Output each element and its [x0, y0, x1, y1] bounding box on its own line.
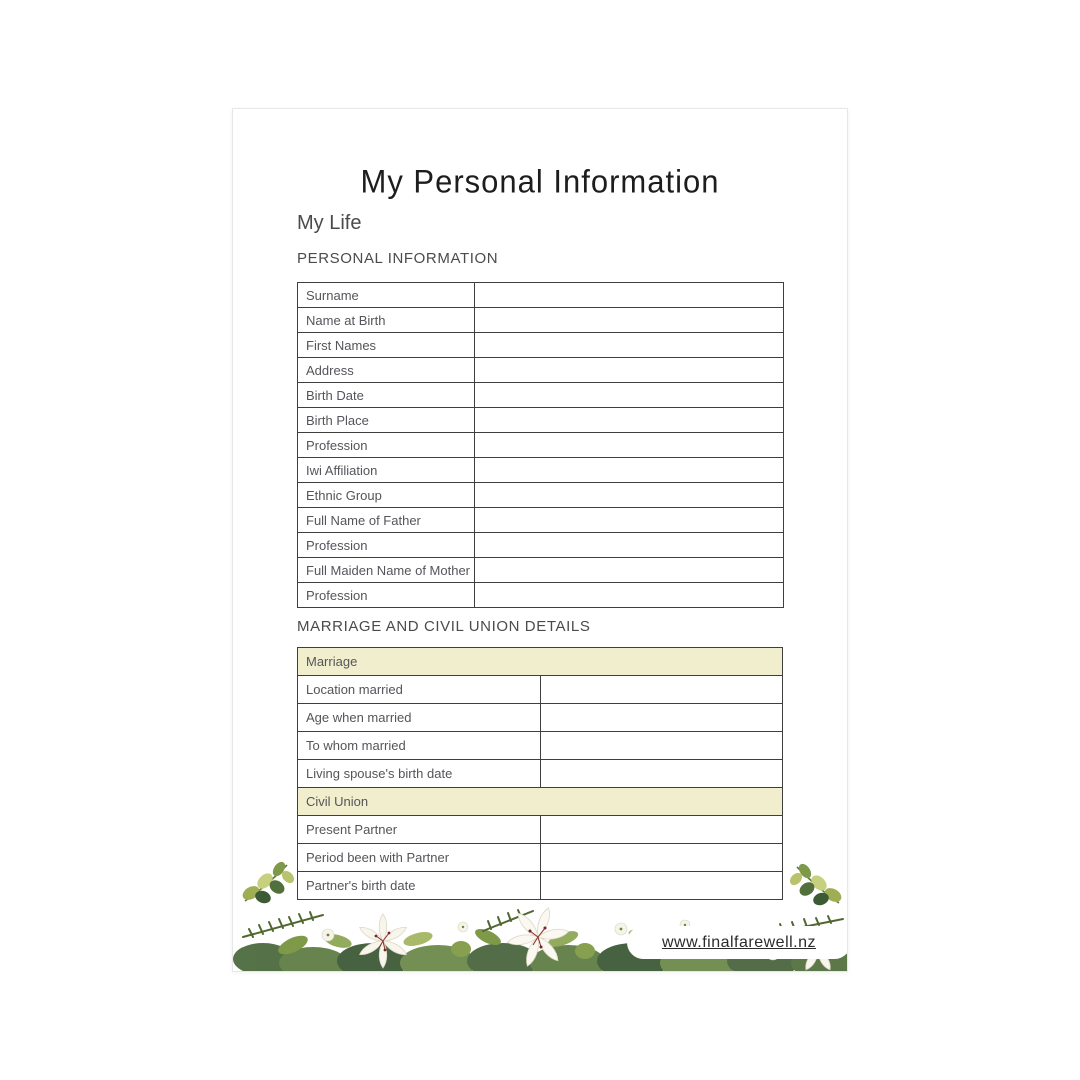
field-value-cell: [475, 458, 784, 483]
field-value-cell: [540, 760, 783, 788]
table-row: [298, 358, 784, 383]
field-label: Ethnic Group: [298, 483, 475, 508]
table-row: [298, 558, 784, 583]
field-value-cell: [540, 704, 783, 732]
field-label: Profession: [298, 433, 475, 458]
field-label: Full Name of Father: [298, 508, 475, 533]
field-value-cell: [475, 533, 784, 558]
field-value-cell: [540, 844, 783, 872]
field-label: Location married: [298, 676, 541, 704]
group-header-row: [298, 648, 783, 676]
field-label: Profession: [298, 533, 475, 558]
field-label: First Names: [298, 333, 475, 358]
field-value-cell: [475, 358, 784, 383]
table-row: [298, 583, 784, 608]
table-row: [298, 704, 783, 732]
section-subtitle: My Life: [297, 212, 362, 234]
field-value-cell: [540, 872, 783, 900]
table-row: [298, 676, 783, 704]
field-value-cell: [540, 676, 783, 704]
table-row: [298, 760, 783, 788]
table-row: [298, 308, 784, 333]
field-label: Birth Place: [298, 408, 475, 433]
field-label: Iwi Affiliation: [298, 458, 475, 483]
table-row: [298, 816, 783, 844]
personal-information-heading: PERSONAL INFORMATION: [297, 250, 499, 267]
field-label: Living spouse's birth date: [298, 760, 541, 788]
document-page: [232, 108, 848, 972]
field-value-cell: [475, 408, 784, 433]
field-label: Present Partner: [298, 816, 541, 844]
field-label: Full Maiden Name of Mother: [298, 558, 475, 583]
field-value-cell: [475, 583, 784, 608]
group-header-label: Civil Union: [298, 788, 783, 816]
table-row: [298, 508, 784, 533]
field-label: To whom married: [298, 732, 541, 760]
group-header-row: [298, 788, 783, 816]
table-row: [298, 872, 783, 900]
table-row: [298, 458, 784, 483]
field-value-cell: [475, 383, 784, 408]
field-label: Address: [298, 358, 475, 383]
marriage-civil-union-table: [297, 647, 783, 900]
table-row: [298, 732, 783, 760]
table-row: [298, 408, 784, 433]
field-value-cell: [475, 508, 784, 533]
group-header-label: Marriage: [298, 648, 783, 676]
table-row: [298, 483, 784, 508]
field-label: Name at Birth: [298, 308, 475, 333]
table-row: [298, 433, 784, 458]
table-row: [298, 844, 783, 872]
field-value-cell: [475, 433, 784, 458]
field-value-cell: [475, 333, 784, 358]
field-label: Partner's birth date: [298, 872, 541, 900]
table-row: [298, 383, 784, 408]
field-value-cell: [475, 558, 784, 583]
table-row: [298, 283, 784, 308]
website-pill: [627, 926, 848, 959]
page-title: My Personal Information: [360, 162, 720, 201]
field-label: Surname: [298, 283, 475, 308]
field-value-cell: [540, 732, 783, 760]
field-label: Period been with Partner: [298, 844, 541, 872]
field-label: Profession: [298, 583, 475, 608]
website-link[interactable]: www.finalfarewell.nz: [661, 933, 817, 951]
field-label: Age when married: [298, 704, 541, 732]
field-value-cell: [475, 483, 784, 508]
field-label: Birth Date: [298, 383, 475, 408]
personal-information-table: [297, 282, 784, 608]
marriage-civil-union-heading: MARRIAGE AND CIVIL UNION DETAILS: [297, 618, 591, 635]
table-row: [298, 333, 784, 358]
field-value-cell: [540, 816, 783, 844]
table-row: [298, 533, 784, 558]
field-value-cell: [475, 283, 784, 308]
field-value-cell: [475, 308, 784, 333]
